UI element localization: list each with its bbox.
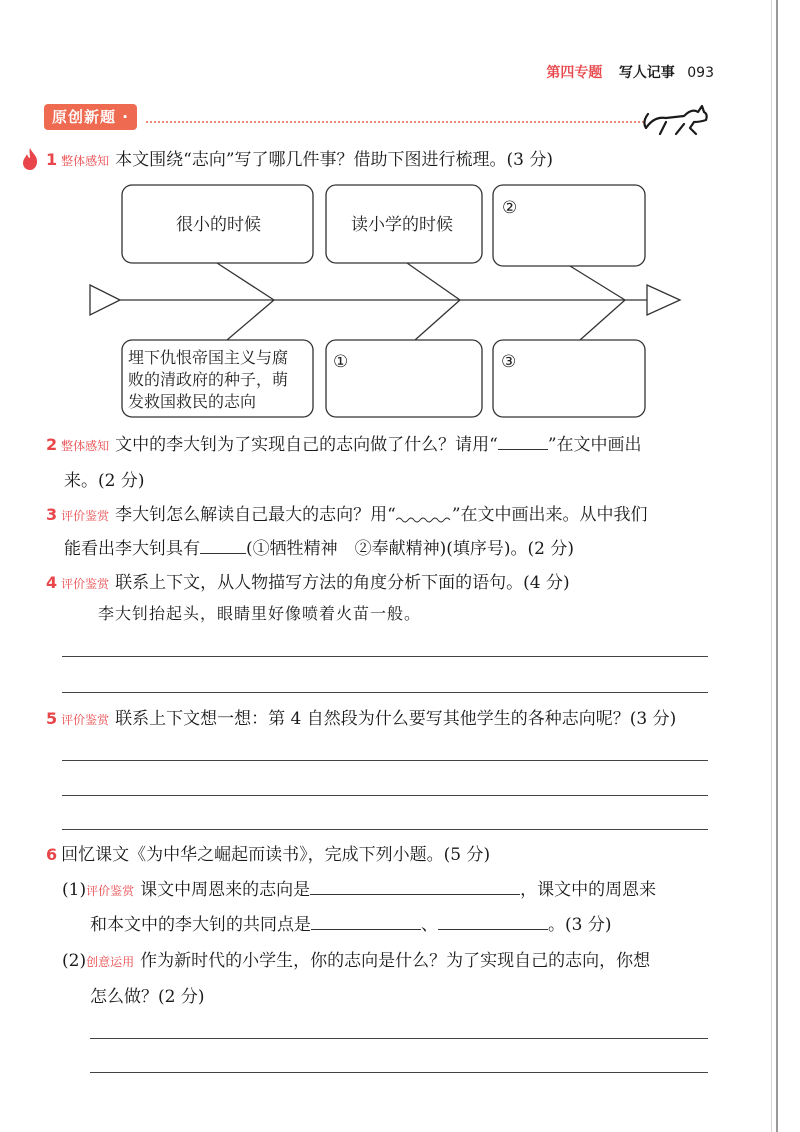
question-1-number: 1 (46, 150, 58, 169)
bottom-box-2-text: ① (333, 352, 349, 372)
bone-lower-2 (415, 300, 460, 340)
question-6-1-text-c: 和本文中的李大钊的共同点是 (90, 915, 311, 935)
question-6-2-line-2 (90, 980, 204, 1014)
question-4 (46, 566, 570, 601)
question-4-tag: 评价鉴赏 (61, 577, 110, 591)
fire-icon (20, 147, 40, 171)
fishbone-tail (90, 285, 120, 315)
page-edge-shadow (771, 0, 772, 1132)
question-6-number: 6 (46, 845, 58, 864)
question-6-1-blank-2[interactable] (311, 911, 421, 930)
question-6-2-text-a: 作为新时代的小学生，你的志向是什么？为了实现自己的志向，你想 (140, 951, 651, 971)
bone-upper-1 (217, 263, 274, 300)
question-5-text: 联系上下文想一想：第 4 自然段为什么要写其他学生的各种志向呢？(3 分) (115, 709, 677, 729)
answer-line-q5-3[interactable] (62, 829, 708, 830)
question-5 (46, 702, 676, 737)
question-6-1-text-d: 。(3 分) (548, 915, 612, 935)
section-banner (44, 104, 137, 130)
answer-line-q6-1[interactable] (90, 1038, 708, 1039)
question-6-1-line-2 (90, 908, 611, 942)
question-6-2-line-1 (62, 944, 650, 979)
page-edge (776, 0, 778, 1132)
question-3-blank[interactable] (200, 535, 246, 554)
banner-label: 原创新题 (52, 108, 117, 126)
top-box-1-text: 很小的时候 (176, 215, 261, 235)
bone-lower-1 (227, 300, 274, 340)
cat-icon (640, 98, 710, 138)
question-1-tag: 整体感知 (61, 154, 110, 168)
wavy-underline-sample (396, 502, 452, 520)
question-3-tag: 评价鉴赏 (61, 509, 110, 523)
question-6-1-blank-1[interactable] (310, 876, 520, 895)
question-2-text-a: 文中的李大钊为了实现自己的志向做了什么？请用“ (115, 435, 498, 455)
question-6-text: 回忆课文《为中华之崛起而读书》，完成下列小题。(5 分) (61, 845, 491, 865)
question-3-text-d: (①牺牲精神 ②奉献精神)(填序号)。(2 分) (246, 539, 575, 559)
bone-upper-3 (570, 266, 625, 300)
question-3-text-b: ”在文中画出来。从中我们 (451, 505, 648, 525)
top-box-3-text: ② (502, 198, 518, 218)
question-6-2-text-b: 怎么做？(2 分) (90, 987, 205, 1007)
question-2-text-b: ”在文中画出 (547, 435, 642, 455)
question-6-1-line-1 (62, 873, 656, 908)
question-3-text-c: 能看出李大钊具有 (64, 539, 200, 559)
top-box-2-text: 读小学的时候 (351, 215, 453, 235)
page-number: 093 (687, 65, 714, 81)
fishbone-diagram (0, 180, 800, 425)
answer-line-q5-2[interactable] (62, 795, 708, 796)
question-2-line-1 (46, 428, 642, 463)
straight-underline-sample (498, 431, 548, 450)
bottom-box-2 (326, 340, 482, 417)
bottom-box-1-line-3: 发救国救民的志向 (128, 392, 257, 411)
question-1 (46, 143, 553, 178)
bottom-box-1-line-1: 埋下仇恨帝国主义与腐 (128, 348, 289, 367)
answer-line-q5-1[interactable] (62, 760, 708, 761)
question-6-1-text-a: 课文中周恩来的志向是 (140, 880, 311, 900)
answer-line-q4-2[interactable] (62, 692, 708, 693)
question-6 (46, 838, 490, 872)
header-subtitle: 写人记事 (618, 65, 675, 81)
question-2-line-2 (64, 464, 144, 498)
bone-upper-2 (407, 263, 460, 300)
bottom-box-3-text: ③ (501, 352, 517, 372)
question-6-2-tag: 创意运用 (86, 955, 135, 969)
question-6-1-blank-3[interactable] (438, 911, 548, 930)
fishbone-head-arrow (647, 285, 680, 315)
question-4-quote: 李大钊抬起头，眼睛里好像喷着火苗一般。 (98, 604, 422, 623)
question-6-1-sep: 、 (421, 915, 438, 935)
banner-dot-icon: · (116, 108, 129, 126)
answer-line-q6-2[interactable] (90, 1072, 708, 1073)
question-3-line-1 (46, 498, 648, 533)
question-5-number: 5 (46, 709, 58, 728)
question-2-number: 2 (46, 435, 58, 454)
question-3-text-a: 李大钊怎么解读自己最大的志向？用“ (115, 505, 396, 525)
bottom-box-1-line-2: 败的清政府的种子，萌 (128, 370, 289, 389)
question-6-1-tag: 评价鉴赏 (86, 884, 135, 898)
question-5-tag: 评价鉴赏 (61, 713, 110, 727)
question-6-2-label: (2) (62, 951, 87, 971)
answer-line-q4-1[interactable] (62, 656, 708, 657)
question-6-1-text-b: ，课文中的周恩来 (520, 880, 657, 900)
question-2-tag: 整体感知 (61, 439, 110, 453)
banner-dotted-line (146, 121, 644, 123)
question-4-number: 4 (46, 573, 58, 592)
bone-lower-3 (580, 300, 625, 340)
question-2-text-c: 来。(2 分) (64, 471, 145, 491)
question-6-1-label: (1) (62, 880, 87, 900)
header-topic: 第四专题 (546, 65, 603, 81)
question-4-text: 联系上下文，从人物描写方法的角度分析下面的语句。(4 分) (115, 573, 570, 593)
page-header (546, 62, 714, 82)
question-3-number: 3 (46, 505, 58, 524)
question-3-line-2 (64, 532, 574, 566)
question-1-text: 本文围绕“志向”写了哪几件事？借助下图进行梳理。(3 分) (115, 150, 554, 170)
